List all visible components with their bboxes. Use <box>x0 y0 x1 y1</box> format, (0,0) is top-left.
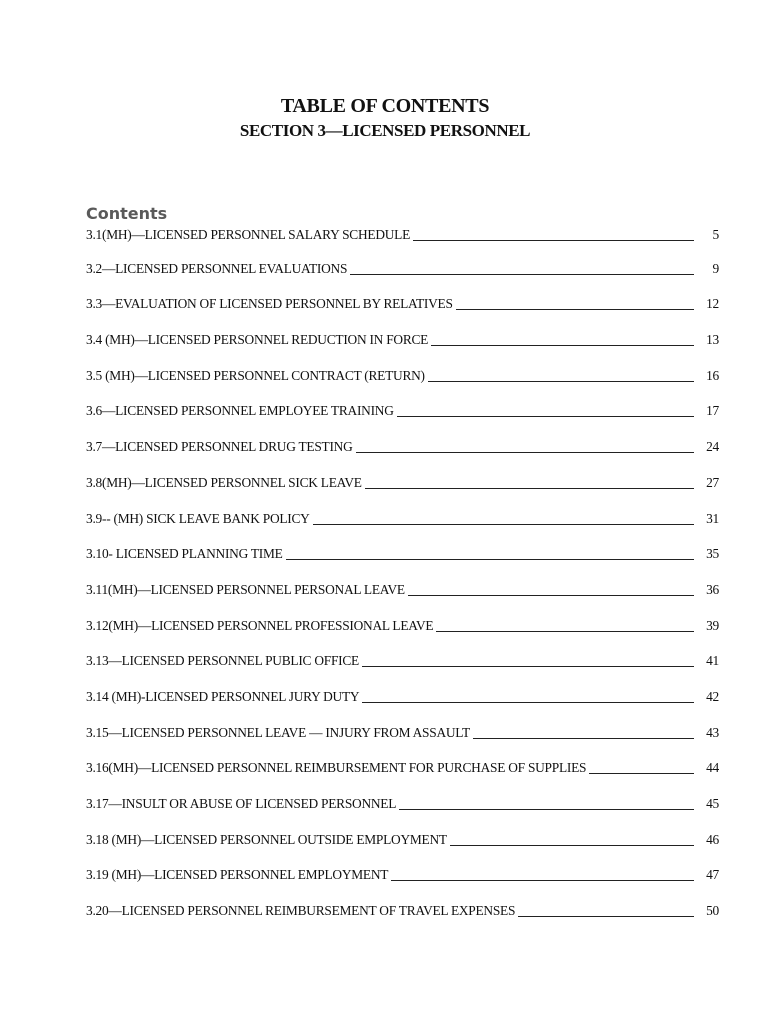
toc-leader-line <box>286 559 694 560</box>
title-block <box>0 94 770 142</box>
toc-entry-page: 44 <box>706 760 719 776</box>
toc-entry[interactable] <box>86 533 719 569</box>
toc-entry-page: 16 <box>706 367 719 383</box>
toc-entry[interactable] <box>86 854 719 890</box>
toc-entry[interactable] <box>86 425 719 461</box>
toc-entry-page: 47 <box>706 867 719 883</box>
toc-leader-line <box>362 666 694 667</box>
toc-entry[interactable] <box>86 889 719 925</box>
toc-leader-line <box>356 452 694 453</box>
toc-leader-line <box>365 488 694 489</box>
toc-leader-line <box>399 809 694 810</box>
toc-entry-page: 43 <box>706 724 719 740</box>
toc-entry-title: 3.4 (MH)—LICENSED PERSONNEL REDUCTION IN FORCE <box>86 332 429 348</box>
toc-entry-page: 17 <box>706 403 719 419</box>
toc-entry-title: 3.14 (MH)-LICENSED PERSONNEL JURY DUTY <box>86 688 360 704</box>
toc-entry[interactable] <box>86 227 719 247</box>
toc-leader-line <box>362 702 694 703</box>
toc-entry[interactable] <box>86 818 719 854</box>
toc-leader-line <box>473 738 694 739</box>
page-title: TABLE OF CONTENTS <box>280 95 490 117</box>
toc-leader-line <box>431 345 694 346</box>
toc-entry-title: 3.8(MH)—LICENSED PERSONNEL SICK LEAVE <box>86 474 362 490</box>
toc-entry[interactable] <box>86 354 719 390</box>
toc-entry[interactable] <box>86 283 719 319</box>
toc-leader-line <box>350 274 694 275</box>
toc-entry[interactable] <box>86 747 719 783</box>
toc-entry-title: 3.18 (MH)—LICENSED PERSONNEL OUTSIDE EMPLOYMENT <box>86 831 447 847</box>
toc-leader-line <box>428 381 694 382</box>
toc-entry-page: 9 <box>712 260 719 276</box>
toc-entry-page: 5 <box>712 227 719 242</box>
toc-entry[interactable] <box>86 390 719 426</box>
toc-entry-page: 41 <box>706 653 719 669</box>
toc-entry-title: 3.2—LICENSED PERSONNEL EVALUATIONS <box>86 260 348 276</box>
toc-entry-title: 3.16(MH)—LICENSED PERSONNEL REIMBURSEMENT FOR PURCHASE OF SUPPLIES <box>86 760 587 776</box>
toc-entry-title: 3.19 (MH)—LICENSED PERSONNEL EMPLOYMENT <box>86 867 389 883</box>
toc-entry-page: 36 <box>706 581 719 597</box>
toc-entry-page: 50 <box>706 903 719 919</box>
toc-entry-title: 3.13—LICENSED PERSONNEL PUBLIC OFFICE <box>86 653 359 669</box>
toc-entry-page: 27 <box>706 474 719 490</box>
toc-entry-title: 3.12(MH)—LICENSED PERSONNEL PROFESSIONAL LEAVE <box>86 617 434 633</box>
toc-leader-line <box>408 595 694 596</box>
toc-entry-title: 3.5 (MH)—LICENSED PERSONNEL CONTRACT (RETURN) <box>86 367 425 383</box>
toc-entry-title: 3.7—LICENSED PERSONNEL DRUG TESTING <box>86 439 353 455</box>
toc-entry-title: 3.15—LICENSED PERSONNEL LEAVE — INJURY FROM ASSAULT <box>86 724 470 740</box>
toc-entry-page: 35 <box>706 546 719 562</box>
toc-entry[interactable] <box>86 497 719 533</box>
toc-entry-page: 39 <box>706 617 719 633</box>
toc-leader-line <box>313 524 694 525</box>
toc-list <box>86 227 719 925</box>
toc-entry-page: 24 <box>706 439 719 455</box>
toc-leader-line <box>436 631 694 632</box>
toc-entry-title: 3.20—LICENSED PERSONNEL REIMBURSEMENT OF TRAVEL EXPENSES <box>86 903 516 919</box>
toc-leader-line <box>456 309 694 310</box>
toc-entry[interactable] <box>86 782 719 818</box>
toc-entry-page: 42 <box>706 688 719 704</box>
toc-leader-line <box>391 880 694 881</box>
toc-entry[interactable] <box>86 711 719 747</box>
toc-leader-line <box>589 773 694 774</box>
toc-leader-line <box>397 416 694 417</box>
toc-entry-title: 3.17—INSULT OR ABUSE OF LICENSED PERSONNEL <box>86 796 397 811</box>
toc-entry-title: 3.1(MH)—LICENSED PERSONNEL SALARY SCHEDULE <box>86 227 411 242</box>
contents-heading: Contents <box>86 204 168 223</box>
toc-entry[interactable] <box>86 318 719 354</box>
toc-entry[interactable] <box>86 568 719 604</box>
toc-entry-page: 13 <box>706 332 719 348</box>
toc-entry-title: 3.10- LICENSED PLANNING TIME <box>86 546 283 562</box>
toc-leader-line <box>450 845 694 846</box>
toc-entry[interactable] <box>86 675 719 711</box>
toc-entry-title: 3.11(MH)—LICENSED PERSONNEL PERSONAL LEAVE <box>86 581 405 597</box>
toc-entry[interactable] <box>86 247 719 283</box>
toc-entry-title: 3.9-- (MH) SICK LEAVE BANK POLICY <box>86 510 310 526</box>
section-subtitle: SECTION 3—LICENSED PERSONNEL <box>239 121 531 140</box>
toc-entry-page: 12 <box>706 296 719 312</box>
toc-entry[interactable] <box>86 604 719 640</box>
toc-entry[interactable] <box>86 640 719 676</box>
toc-entry-title: 3.3—EVALUATION OF LICENSED PERSONNEL BY RELATIVES <box>86 296 453 312</box>
toc-leader-line <box>413 240 694 241</box>
toc-entry-page: 45 <box>706 796 719 811</box>
toc-entry-page: 46 <box>706 831 719 847</box>
toc-leader-line <box>518 916 694 917</box>
toc-entry[interactable] <box>86 461 719 497</box>
toc-entry-title: 3.6—LICENSED PERSONNEL EMPLOYEE TRAINING <box>86 403 394 419</box>
toc-entry-page: 31 <box>706 510 719 526</box>
